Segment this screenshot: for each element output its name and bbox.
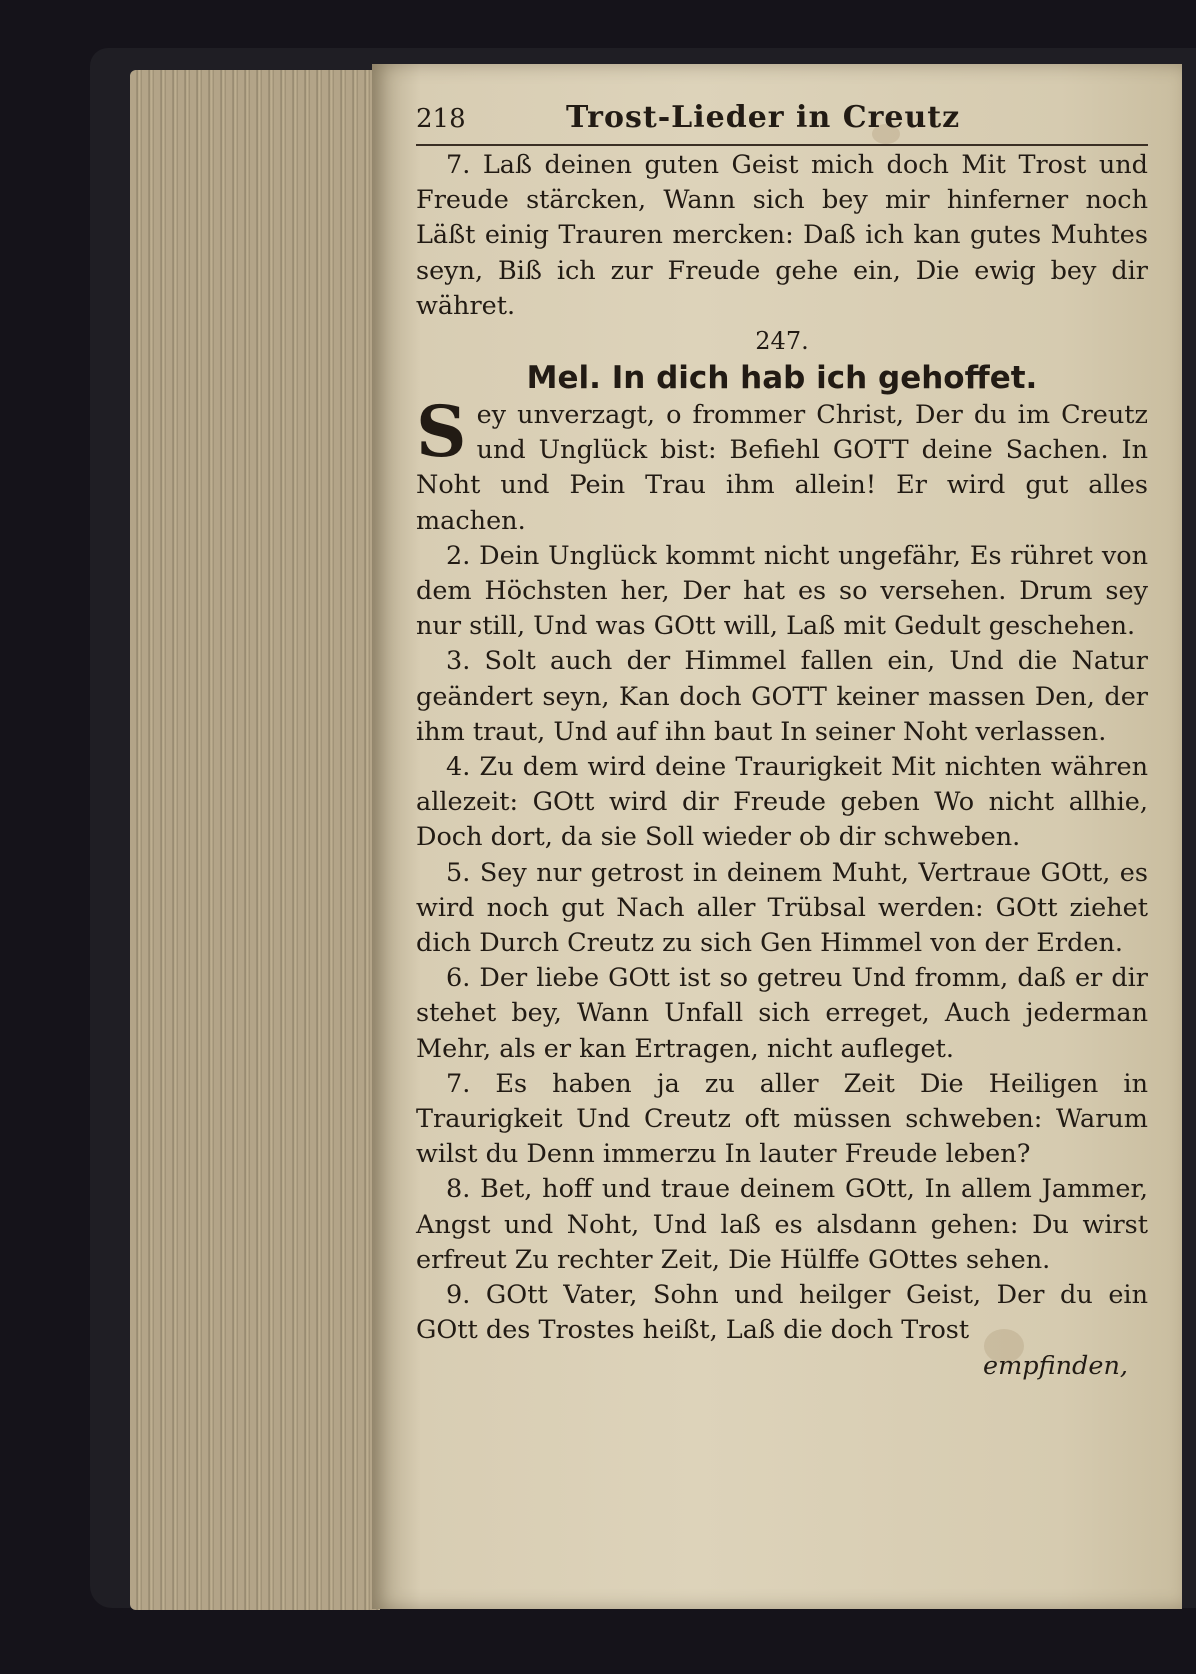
page-content bbox=[416, 100, 1148, 1384]
first-stanza bbox=[416, 390, 1148, 539]
running-title: Trost-Lieder in Creutz bbox=[566, 100, 961, 135]
stanza: 2. Dein Unglück kommt nicht ungefähr, Es rühret von dem Höchsten her, Der hat es so versehen. Drum sey nur still, Und was GOtt will, Laß mit Gedult geschehen. bbox=[416, 540, 1148, 642]
hymn-number: 247. bbox=[755, 327, 809, 356]
melody-heading: Mel. In dich hab ich gehoffet. bbox=[526, 360, 1038, 397]
catchword: empfinden, bbox=[983, 1350, 1128, 1381]
stanza: 8. Bet, hoff und traue deinem GOtt, In allem Jammer, Angst und Noht, Und laß es alsdann gehen: Du wirst erfreut Zu rechter Zeit, Die Hülffe GOttes sehen. bbox=[416, 1174, 1148, 1275]
stanza: 5. Sey nur getrost in deinem Muht, Vertraue GOtt, es wird noch gut Nach aller Trübsal werden: GOtt ziehet dich Durch Creutz zu sich Gen Himmel von der Erden. bbox=[416, 857, 1148, 959]
stanza: 3. Solt auch der Himmel fallen ein, Und die Natur geändert seyn, Kan doch GOTT keiner massen Den, der ihm traut, Und auf ihn baut In seiner Noht verlassen. bbox=[416, 646, 1148, 747]
first-stanza-text: ey unverzagt, o frommer Christ, Der du im Creutz und Unglück bist: Befiehl GOTT deine Sachen. In Noht und Pein Trau ihm allein! Er wird gut alles machen. bbox=[416, 400, 1148, 536]
stanza: 9. GOtt Vater, Sohn und heilger Geist, Der du ein GOtt des Trostes heißt, Laß die doch Trost bbox=[416, 1280, 1148, 1346]
stanza: 7. Es haben ja zu aller Zeit Die Heiligen in Traurigkeit Und Creutz oft müssen schweben: Warum wilst du Denn immerzu In lauter Freude leben? bbox=[416, 1068, 1148, 1170]
stanza: 4. Zu dem wird deine Traurigkeit Mit nichten währen allezeit: GOtt wird dir Freude geben Wo nicht allhie, Doch dort, da sie Soll wieder ob dir schweben. bbox=[416, 752, 1148, 853]
drop-cap: S bbox=[416, 390, 467, 474]
book-page bbox=[372, 64, 1182, 1609]
previous-hymn-stanza: 7. Laß deinen guten Geist mich doch Mit Trost und Freude stärcken, Wann sich bey mir hinferner noch Läßt einig Trauren mercken: Daß ich kan gutes Muhtes seyn, Biß ich zur Freude gehe ein, Die ewig bey dir währet. bbox=[416, 150, 1148, 321]
page-edges bbox=[130, 70, 380, 1610]
page-number: 218 bbox=[416, 104, 466, 134]
stanza: 6. Der liebe GOtt ist so getreu Und fromm, daß er dir stehet bey, Wann Unfall sich erreget, Auch jederman Mehr, als er kan Ertragen, nicht aufleget. bbox=[416, 963, 1148, 1064]
running-head bbox=[416, 100, 1148, 146]
